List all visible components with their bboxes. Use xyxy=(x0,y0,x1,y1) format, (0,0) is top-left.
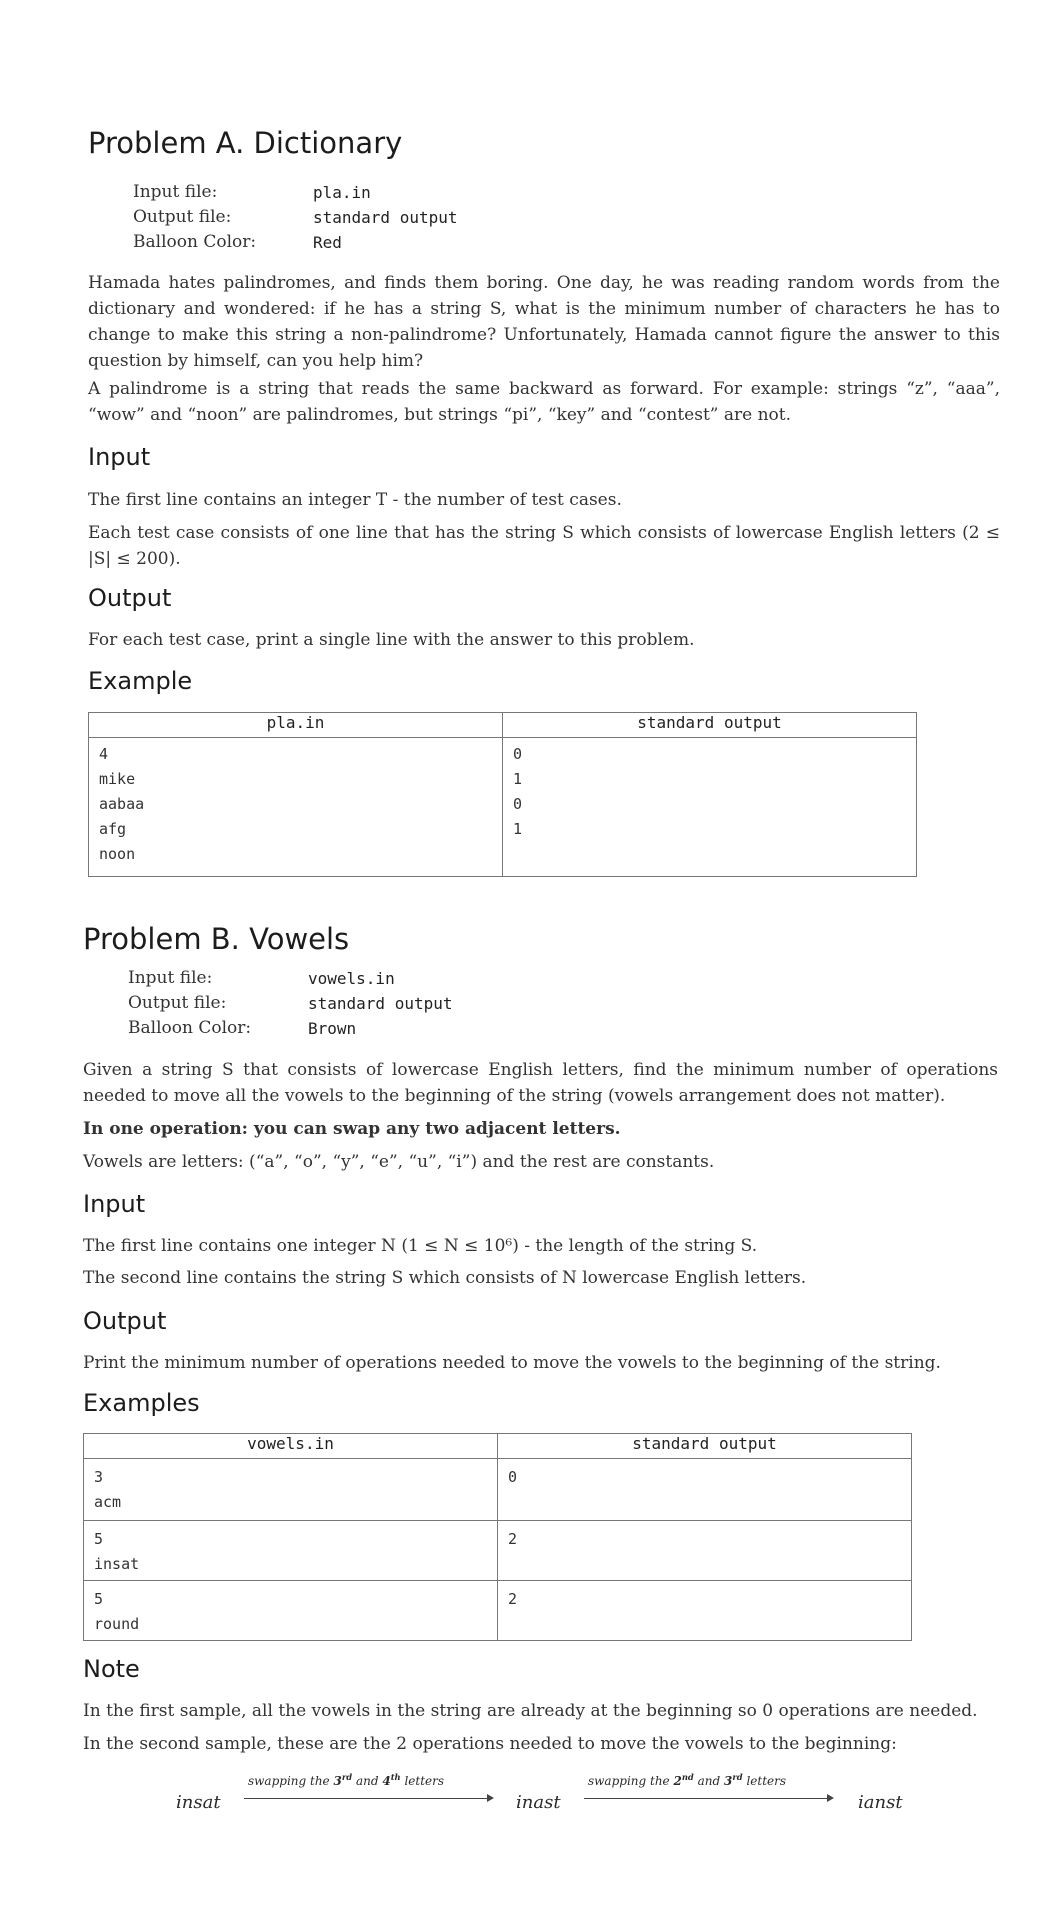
examples-row xyxy=(84,1459,912,1521)
examples-input-line: 5 xyxy=(94,1590,104,1608)
examples-input-line: 3 xyxy=(94,1468,104,1486)
examples-col-input: vowels.in xyxy=(84,1434,498,1459)
example-input-line: aabaa xyxy=(99,795,145,813)
problem-b-examples-heading: Examples xyxy=(83,1389,200,1417)
diagram-arrow-1 xyxy=(244,1798,488,1799)
problem-b-statement-bold: In one operation: you can swap any two adjacent letters. xyxy=(83,1119,621,1139)
examples-col-output: standard output xyxy=(498,1434,912,1459)
example-input-line: mike xyxy=(99,770,136,788)
example-input-line: noon xyxy=(99,845,136,863)
problem-b-output-heading: Output xyxy=(83,1307,167,1335)
diagram-step-label-2: swapping the 2nd and 3rd letters xyxy=(588,1772,787,1788)
example-output-line: 1 xyxy=(513,770,523,788)
arrow-right-icon xyxy=(487,1794,494,1802)
balloon-color-label: Balloon Color: xyxy=(133,232,257,252)
examples-input-line: 5 xyxy=(94,1530,104,1548)
problem-a-title: Problem A. Dictionary xyxy=(88,126,403,160)
diagram-word-start: insat xyxy=(176,1792,221,1813)
problem-a-example-table xyxy=(88,712,917,877)
problem-b-examples-table xyxy=(83,1433,912,1641)
example-col-input: pla.in xyxy=(89,713,503,738)
example-output-line: 0 xyxy=(513,795,523,813)
problem-b-input-heading: Input xyxy=(83,1190,146,1218)
problem-a-example-heading: Example xyxy=(88,667,193,695)
problem-a-input-1: The first line contains an integer T - the number of test cases. xyxy=(88,490,622,510)
examples-row xyxy=(84,1581,912,1641)
problem-a-input-heading: Input xyxy=(88,443,151,471)
output-file-value: standard output xyxy=(313,208,458,227)
example-input-line: 4 xyxy=(99,745,109,763)
diagram-arrow-2 xyxy=(584,1798,828,1799)
problem-b-note-1: In the first sample, all the vowels in the string are already at the beginning so 0 operations are needed. xyxy=(83,1701,978,1721)
examples-row xyxy=(84,1521,912,1581)
problem-b-note-2: In the second sample, these are the 2 operations needed to move the vowels to the beginning: xyxy=(83,1734,897,1754)
examples-output-cell xyxy=(498,1459,912,1521)
problem-b-note-heading: Note xyxy=(83,1655,140,1683)
output-file-value: standard output xyxy=(308,994,453,1013)
examples-input-line: acm xyxy=(94,1493,122,1511)
problem-b-statement-1: Given a string S that consists of lowercase English letters, find the minimum number of operations needed to move all the vowels to the beginning of the string (vowels arrangement does not matter). xyxy=(83,1060,998,1106)
problem-a-output-1: For each test case, print a single line with the answer to this problem. xyxy=(88,630,695,650)
problem-a-meta xyxy=(133,180,533,256)
problem-b-statement-3: Vowels are letters: (“a”, “o”, “y”, “e”, “u”, “i”) and the rest are constants. xyxy=(83,1152,715,1172)
examples-input-cell xyxy=(84,1459,498,1521)
problem-b-input-1: The first line contains one integer N (1 ≤ N ≤ 10⁶) - the length of the string S. xyxy=(83,1236,758,1256)
problem-b-output-1: Print the minimum number of operations needed to move the vowels to the beginning of the string. xyxy=(83,1353,941,1373)
output-file-label: Output file: xyxy=(128,993,227,1013)
output-file-label: Output file: xyxy=(133,207,232,227)
problem-a-output-heading: Output xyxy=(88,584,172,612)
examples-output-cell xyxy=(498,1581,912,1641)
examples-output-line: 0 xyxy=(508,1468,518,1486)
problem-a-statement-1: Hamada hates palindromes, and finds them boring. One day, he was reading random words from the dictionary and wondered: if he has a string S, what is the minimum number of characters he has to change to make this string a non-palindrome? Unfortunately, Hamada cannot figure the answer to this question by himself, can you help him? xyxy=(88,273,1000,371)
examples-output-cell xyxy=(498,1521,912,1581)
balloon-color-value: Red xyxy=(313,233,342,252)
example-col-output: standard output xyxy=(503,713,917,738)
examples-input-line: insat xyxy=(94,1555,140,1573)
balloon-color-label: Balloon Color: xyxy=(128,1018,252,1038)
examples-output-line: 2 xyxy=(508,1530,518,1548)
arrow-right-icon xyxy=(827,1794,834,1802)
diagram-step-label-1: swapping the 3rd and 4th letters xyxy=(248,1772,445,1788)
problem-b-meta xyxy=(128,966,528,1042)
problem-b-input-2: The second line contains the string S which consists of N lowercase English letters. xyxy=(83,1268,807,1288)
diagram-word-middle: inast xyxy=(516,1792,561,1813)
balloon-color-value: Brown xyxy=(308,1019,357,1038)
input-file-label: Input file: xyxy=(133,182,218,202)
input-file-label: Input file: xyxy=(128,968,213,988)
examples-output-line: 2 xyxy=(508,1590,518,1608)
input-file-value: vowels.in xyxy=(308,969,395,988)
problem-a-statement-2: A palindrome is a string that reads the same backward as forward. For example: strings “z”, “aaa”, “wow” and “noon” are palindromes, but strings “pi”, “key” and “contest” are not. xyxy=(88,379,1000,425)
swap-diagram xyxy=(0,1770,1053,1830)
example-output-line: 1 xyxy=(513,820,523,838)
example-output-cell xyxy=(503,738,917,877)
examples-input-cell xyxy=(84,1521,498,1581)
problem-b-title: Problem B. Vowels xyxy=(83,922,350,956)
problem-a-input-2: Each test case consists of one line that has the string S which consists of lowercase English letters (2 ≤ |S| ≤ 200). xyxy=(88,523,1000,569)
examples-input-line: round xyxy=(94,1615,140,1633)
example-input-cell xyxy=(89,738,503,877)
diagram-word-end: ianst xyxy=(858,1792,903,1813)
input-file-value: pla.in xyxy=(313,183,371,202)
example-output-line: 0 xyxy=(513,745,523,763)
example-input-line: afg xyxy=(99,820,127,838)
examples-input-cell xyxy=(84,1581,498,1641)
